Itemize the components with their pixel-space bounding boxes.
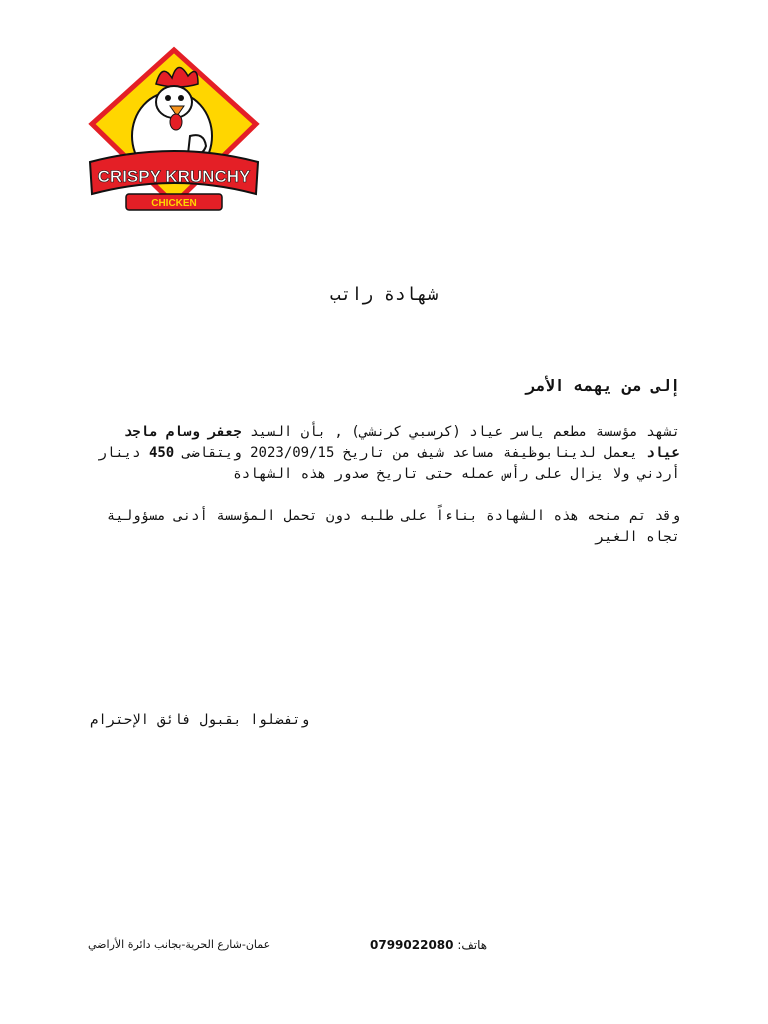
- logo-brand-text: CRISPY KRUNCHY: [97, 167, 251, 186]
- certificate-paragraph: [90, 422, 680, 485]
- disclaimer-paragraph: وقد تم منحه هذه الشهادة بناءاً على طلبه دون تحمل المؤسسة أدنى مسؤولية تجاه الغير: [106, 508, 680, 545]
- footer-address: عمان-شارع الحرية-بجانب دائرة الأراضي: [88, 938, 271, 951]
- text-part: تشهد مؤسسة مطعم ياسر عياد (كرسبي كرنشي) , بأن السيد: [241, 424, 680, 440]
- closing-line: وتفضلوا بقبول فائق الإحترام: [90, 712, 310, 728]
- salary-amount: 450: [148, 445, 175, 461]
- text-part: ويتقاضى: [174, 445, 251, 461]
- logo-sub-text: CHICKEN: [151, 198, 197, 209]
- text-part: يعمل لدينابوظيفة مساعد شيف من تاريخ: [334, 445, 647, 461]
- document-title: شهادة راتب: [329, 284, 439, 305]
- crispy-krunchy-logo: [86, 44, 262, 216]
- phone-number: 0799022080: [370, 938, 454, 952]
- phone-label: هاتف:: [457, 938, 488, 952]
- footer-phone: [370, 938, 487, 952]
- text-part: دينار أردني ولا يزال على رأس عمله حتى تاريخ صدور هذه الشهادة: [98, 445, 680, 482]
- employee-name: جعفر وسام ماجد عياد: [123, 424, 680, 461]
- recipient-heading: إلى من يهمه الأمر: [525, 376, 680, 395]
- start-date: 2023/09/15: [250, 445, 335, 461]
